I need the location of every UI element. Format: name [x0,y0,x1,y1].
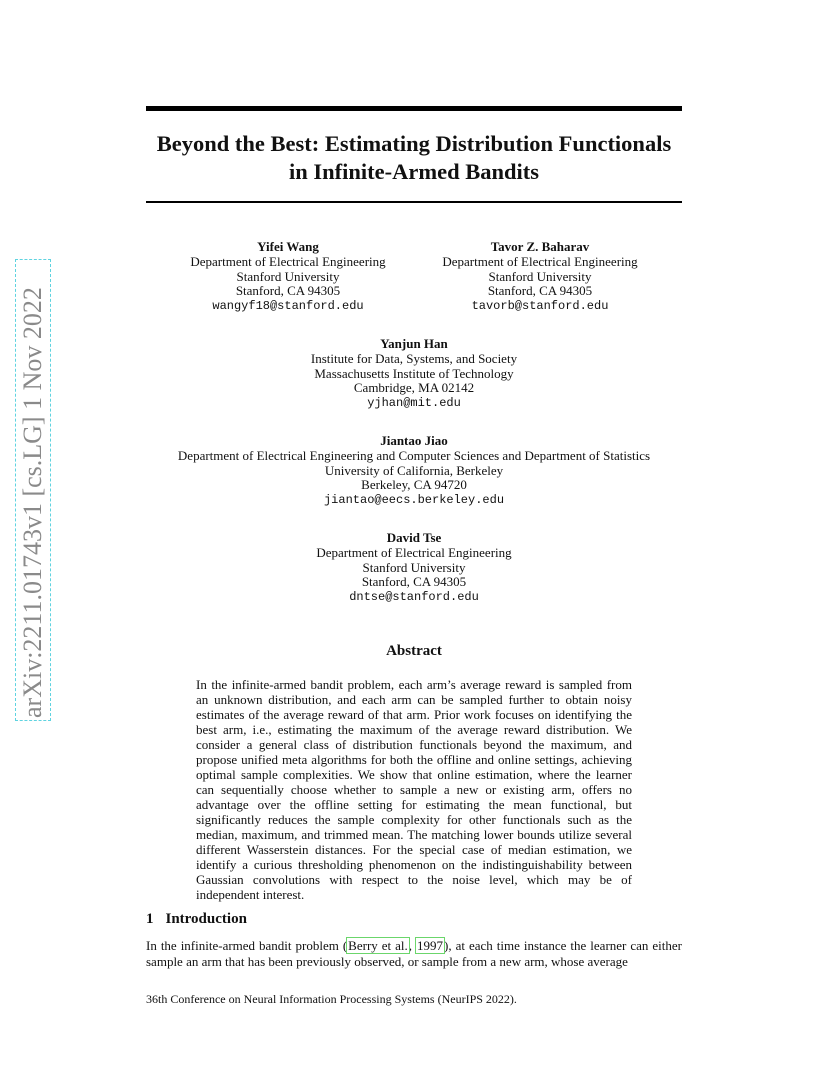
author-name: David Tse [386,530,442,545]
abstract-text: In the infinite-armed bandit problem, each arm’s average reward is sampled from an unknown distribution, and each arm can be sampled further to obtain noisy estimates of the average reward of that arm. Prior work focuses on identifying the best arm, i.e., estimating the maximum of the average reward distribution. We consider a general class of distribution functionals beyond the maximum, and propose unified meta algorithms for both the offline and online settings, achieving optimal sample complexities. We show that online estimation, where the learner can sequentially choose whether to sample a new or existing arm, offers no advantage over the offline setting for estimating the mean functional, but significantly reduces the sample complexity for other functionals such as the median, maximum, and trimmed mean. The matching lower bounds utilize several different Wasserstein distances. For the special case of median estimation, we identify a curious thresholding phenomenon on the indistinguishability between Gaussian convolutions with respect to the noise level, which may be of independent interest. [196,677,632,902]
author-block-han [214,337,614,411]
conference-footnote: 36th Conference on Neural Information Processing Systems (NeurIPS 2022). [146,992,517,1006]
author-email[interactable]: wangyf18@stanford.edu [212,299,364,314]
author-name: Jiantao Jiao [380,433,448,448]
author-inst: Stanford University [362,559,466,575]
author-dept: Department of Electrical Engineering [316,544,512,560]
author-addr: Berkeley, CA 94720 [361,477,467,493]
author-dept: Department of Electrical Engineering [442,253,638,269]
author-name: Tavor Z. Baharav [490,239,590,254]
author-name: Yanjun Han [380,336,448,351]
section-title: Introduction [165,911,247,927]
author-addr: Stanford, CA 94305 [361,574,467,590]
title-line-1: Beyond the Best: Estimating Distribution Functionals [156,131,672,156]
author-dept: Institute for Data, Systems, and Society [310,350,518,366]
intro-paragraph [146,938,682,969]
author-email[interactable]: yjhan@mit.edu [367,396,461,411]
author-block-tse [214,531,614,605]
author-block-baharav [418,240,662,314]
author-inst: University of California, Berkeley [324,462,504,478]
author-block-wang [166,240,410,314]
author-addr: Cambridge, MA 02142 [353,380,475,396]
paper-title [120,130,708,186]
author-dept: Department of Electrical Engineering [190,253,386,269]
author-addr: Stanford, CA 94305 [487,283,593,299]
author-addr: Stanford, CA 94305 [235,283,341,299]
citation-year-link[interactable]: 1997 [417,938,444,953]
citation-author-link[interactable]: Berry et al. [348,938,408,953]
author-dept: Department of Electrical Engineering and Computer Sciences and Department of Statistics [177,447,651,463]
title-line-2: in Infinite-Armed Bandits [288,159,540,184]
author-email[interactable]: tavorb@stanford.edu [471,299,609,314]
author-email[interactable]: dntse@stanford.edu [349,590,479,605]
intro-text-after: ), at each time instance the learner can either sample an arm that has been previously observed, or sample from a new arm, whose average [146,938,682,969]
author-name: Yifei Wang [257,239,319,254]
section-number: 1 [146,911,154,927]
top-rule [146,106,682,111]
intro-text-before: In the infinite-armed bandit problem ( [146,938,348,953]
abstract-heading: Abstract [386,643,442,659]
author-email[interactable]: jiantao@eecs.berkeley.edu [323,493,505,508]
section-heading [146,911,247,928]
author-inst: Stanford University [236,268,340,284]
citation-separator: , [408,938,417,953]
title-rule [146,201,682,203]
author-inst: Massachusetts Institute of Technology [314,365,514,381]
author-inst: Stanford University [488,268,592,284]
arxiv-identifier[interactable]: arXiv:2211.01743v1 [cs.LG] 1 Nov 2022 [14,258,52,722]
author-block-jiao [134,434,694,508]
